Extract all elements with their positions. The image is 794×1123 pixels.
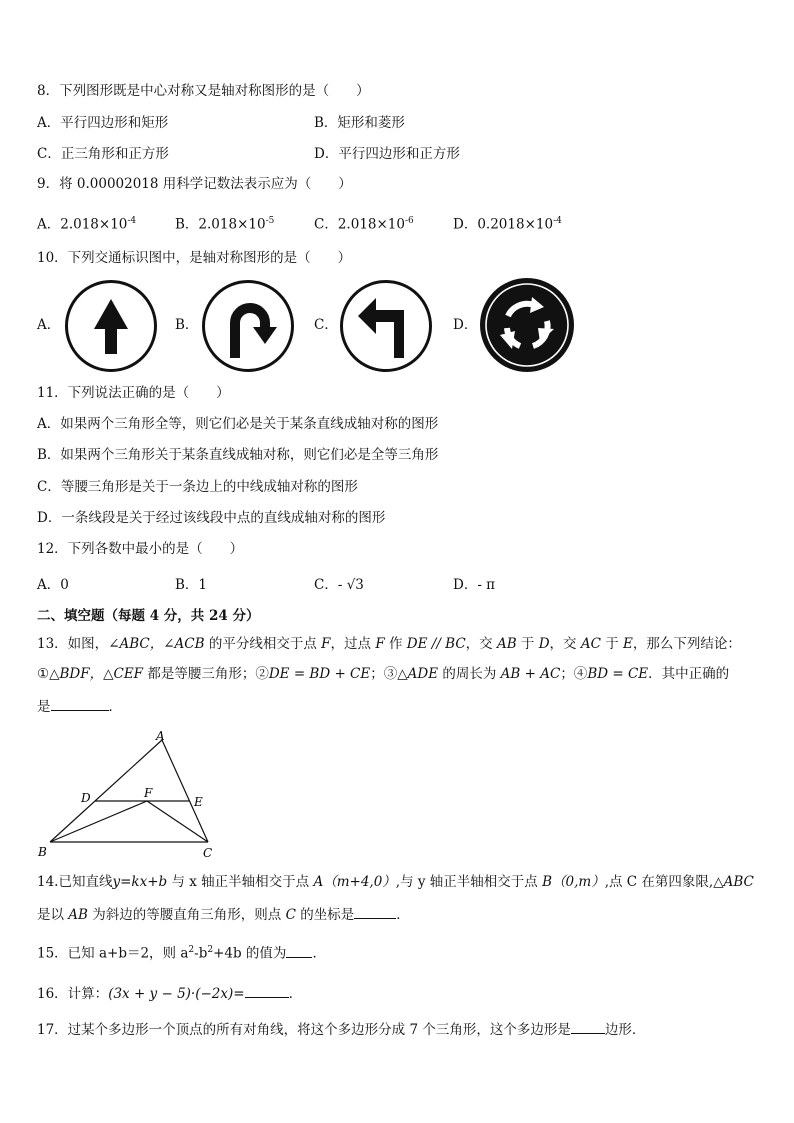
q17-line: 17．过某个多边形一个顶点的所有对角线，将这个多边形分成 7 个三角形，这个多边形是 边形． [37,1019,645,1039]
q11-option-b: B．如果两个三角形关于某条直线成轴对称，则它们必是全等三角形 [37,447,439,463]
label-a: A [156,729,165,743]
q11-option-a: A．如果两个三角形全等，则它们必是关于某条直线成轴对称的图形 [37,416,439,432]
q9-c-label: C． [314,216,338,233]
segment-bf [50,801,147,842]
label-d: D [81,791,91,805]
q9-b-exponent: -5 [265,216,275,226]
straight-arrow-sign-icon [63,278,159,374]
section-fill-in-header: 二、填空题（每题 4 分，共 24 分） [37,608,260,624]
q9-option-c [314,212,414,234]
q13-answer-blank[interactable] [51,696,109,711]
label-e: E [194,795,203,809]
q9-d-label: D． [453,216,478,233]
q13-line-3: 是 ． [37,696,122,716]
q8-option-a: A．平行四边形和矩形 [37,115,169,131]
q13-line-2: ①△BDF，△CEF 都是等腰三角形；②DE = BD + CE；③△ADE 的周长为 AB + AC；④BD = CE．其中正确的 [37,666,730,682]
q15-line: 15．已知 a+b＝2，则 $a^2-b^2+4b$ 的值为 ． [37,941,326,963]
q16-answer-blank[interactable] [245,983,289,998]
q14-line-2: 是以 AB 为斜边的等腰直角三角形，则点 C 的坐标是 ． [37,904,410,924]
q9-option-b [175,212,274,234]
q9-c-exponent: -6 [404,216,414,226]
q9-b-value: 2.018×10 [198,216,266,233]
left-turn-sign-icon [338,278,434,374]
q17-answer-blank[interactable] [571,1019,605,1034]
q11-option-d: D．一条线段是关于经过该线段中点的直线成轴对称的图形 [37,510,386,526]
q9-c-value: 2.018×10 [337,216,405,233]
q14-answer-blank[interactable] [354,904,396,919]
u-turn-sign-icon [200,278,296,374]
q11-option-c: C．等腰三角形是关于一条边上的中线成轴对称的图形 [37,479,358,495]
q12-option-a: A．0 [37,577,69,593]
q12-option-c [314,576,364,594]
q12-c-value: - √3 [337,577,364,593]
q13-line-1: 13．如图，∠ABC，∠ACB 的平分线相交于点 F，过点 F 作 DE // BC，交 AB 于 D，交 AC 于 E，那么下列结论： [37,636,741,652]
q15-answer-blank[interactable] [286,943,312,958]
q9-a-exponent: -4 [127,216,137,226]
q11-stem: 11．下列说法正确的是（ ） [37,385,230,401]
q13-triangle-figure [36,726,226,864]
q9-option-a [37,212,136,234]
q12-option-d: D．- π [453,577,496,593]
q8-option-c: C．正三角形和正方形 [37,146,169,162]
q10-stem: 10．下列交通标识图中，是轴对称图形的是（ ） [37,250,352,266]
q9-b-label: B． [175,216,199,233]
q12-c-label: C． [314,577,338,593]
q8-option-b: B．矩形和菱形 [314,115,405,131]
roundabout-sign-icon [478,276,576,374]
q10-label-a: A． [37,317,61,333]
q10-label-c: C． [314,317,338,333]
q10-label-d: D． [453,317,478,333]
q8-stem: 8．下列图形既是中心对称又是轴对称图形的是（ ） [37,83,370,99]
label-f: F [144,786,153,800]
q10-label-b: B． [175,317,199,333]
q12-stem: 12．下列各数中最小的是（ ） [37,541,244,557]
q9-a-value: 2.018×10 [60,216,128,233]
q9-a-label: A． [37,216,61,233]
q9-option-d [453,212,562,234]
label-b: B [38,845,47,859]
q9-d-value: 0.2018×10 [477,216,554,233]
q8-option-d: D．平行四边形和正方形 [314,146,460,162]
q16-line: 16．计算：(3x + y − 5)·(−2x)= ． [37,983,302,1003]
q14-line-1: 14.已知直线y=kx+b 与 x 轴正半轴相交于点 A（m+4,0）,与 y 轴正半轴相交于点 B（0,m）,点 C 在第四象限,△ABC [37,874,754,890]
q9-d-exponent: -4 [553,216,562,226]
q12-option-b: B．1 [175,577,208,593]
label-c: C [203,846,213,860]
q9-stem: 9．将 0.00002018 用科学记数法表示应为（ ） [37,176,352,192]
